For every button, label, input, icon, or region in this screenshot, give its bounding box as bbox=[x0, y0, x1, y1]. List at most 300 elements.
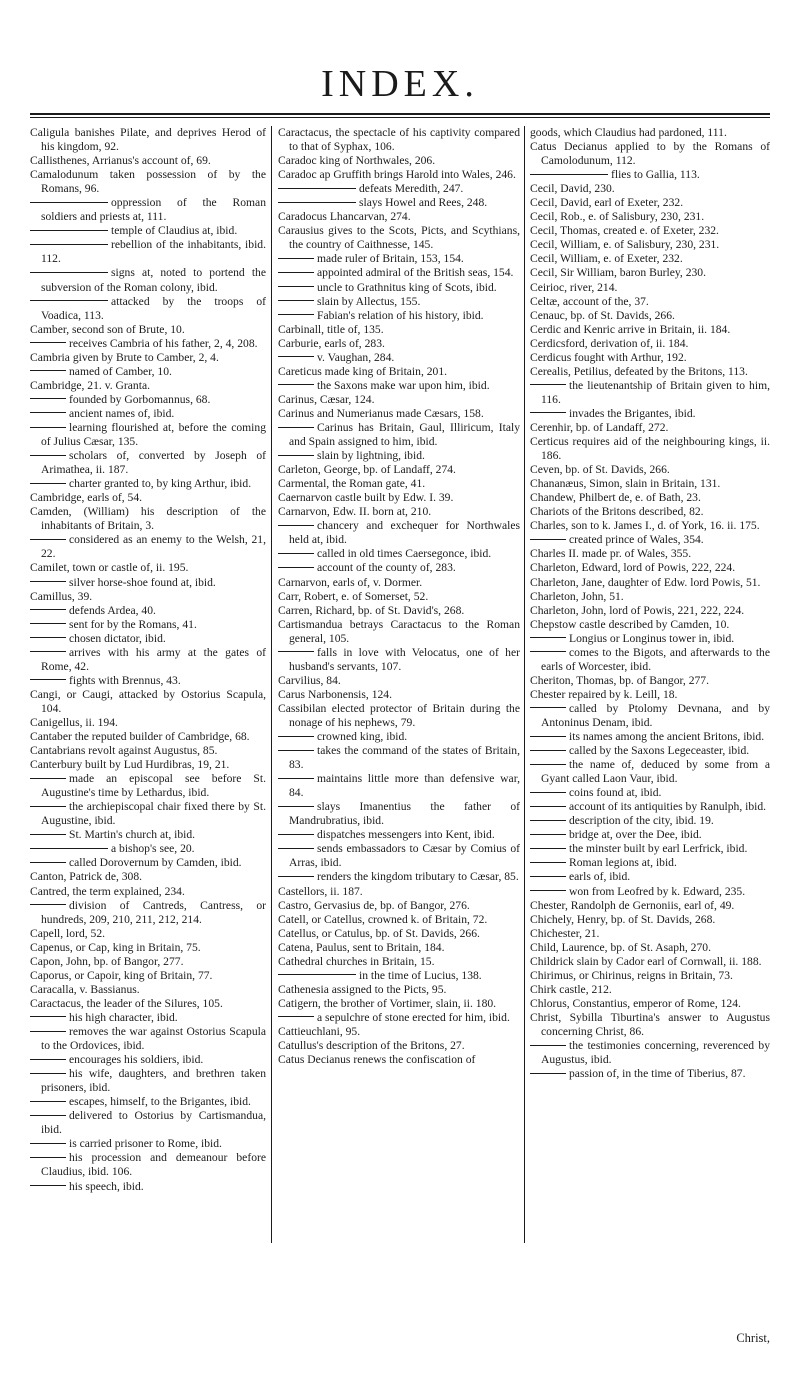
ditto-dash bbox=[278, 553, 314, 554]
index-entry-text: invades the Brigantes, ibid. bbox=[569, 406, 696, 420]
index-entry-text: Canigellus, ii. 194. bbox=[30, 715, 118, 729]
index-entry-text: considered as an enemy to the Welsh, 21, 22. bbox=[41, 533, 266, 561]
index-entry bbox=[278, 224, 520, 252]
index-entry-text: Cecil, William, e. of Salisbury, 230, 231. bbox=[530, 238, 720, 252]
ditto-dash bbox=[530, 651, 566, 652]
index-entry-text: Chichester, 21. bbox=[530, 926, 600, 940]
index-entry-text: takes the command of the states of Britain, 83. bbox=[289, 744, 520, 772]
ditto-dash bbox=[530, 890, 566, 891]
ditto-dash bbox=[530, 876, 566, 877]
index-entry-text: St. Martin's church at, ibid. bbox=[69, 828, 196, 842]
index-entry bbox=[530, 604, 770, 618]
index-entry-text: Carr, Robert, e. of Somerset, 52. bbox=[278, 589, 429, 603]
index-entry bbox=[30, 618, 266, 632]
index-entry bbox=[278, 604, 520, 618]
ditto-dash bbox=[278, 525, 314, 526]
index-entry-text: made an episcopal see before St. Augustine's time by Lethardus, ibid. bbox=[41, 772, 266, 800]
index-entry-text: Catus Decianus applied to by the Romans of Camolodunum, 112. bbox=[530, 140, 770, 168]
ditto-dash bbox=[30, 623, 66, 624]
index-entry-text: Charleton, John, 51. bbox=[530, 589, 624, 603]
index-entry bbox=[530, 1011, 770, 1039]
index-entry-text: temple of Claudius at, ibid. bbox=[111, 224, 238, 238]
index-entry-text: delivered to Ostorius by Cartismandua, ibid. bbox=[41, 1109, 266, 1137]
ditto-dash bbox=[278, 258, 314, 259]
index-entry bbox=[530, 955, 770, 969]
index-entry bbox=[530, 814, 770, 828]
ditto-dash bbox=[530, 412, 566, 413]
index-entry bbox=[278, 1039, 520, 1053]
index-entry-text: Carus Narbonensis, 124. bbox=[278, 687, 392, 701]
index-entry bbox=[30, 842, 266, 856]
index-entry bbox=[530, 618, 770, 632]
index-entry-text: Cerenhir, bp. of Landaff, 272. bbox=[530, 420, 669, 434]
index-entry bbox=[30, 477, 266, 491]
index-entry-text: Capell, lord, 52. bbox=[30, 926, 106, 940]
index-entry bbox=[530, 758, 770, 786]
index-entry-text: Carbinall, title of, 135. bbox=[278, 322, 384, 336]
index-entry bbox=[278, 519, 520, 547]
index-entry-text: slain by Allectus, 155. bbox=[317, 294, 421, 308]
ditto-dash bbox=[30, 1157, 66, 1158]
ditto-dash bbox=[530, 384, 566, 385]
ditto-dash bbox=[30, 904, 66, 905]
index-entry-text: called Dorovernum by Camden, ibid. bbox=[69, 856, 242, 870]
index-entry-text: sent for by the Romans, 41. bbox=[69, 617, 197, 631]
index-entry-text: Christ, Sybilla Tiburtina's answer to Augustus concerning Christ, 86. bbox=[530, 1010, 770, 1038]
index-entry bbox=[278, 576, 520, 590]
ditto-dash bbox=[30, 834, 66, 835]
index-entry-text: Charles, son to k. James I., d. of York, 16. ii. 175. bbox=[530, 519, 760, 533]
index-entry-text: Caradoc ap Gruffith brings Harold into Wales, 246. bbox=[278, 168, 516, 182]
ditto-dash bbox=[278, 876, 314, 877]
index-entry bbox=[530, 913, 770, 927]
index-entry bbox=[530, 899, 770, 913]
index-entry-text: the Saxons make war upon him, ibid. bbox=[317, 378, 490, 392]
index-entry bbox=[278, 463, 520, 477]
index-entry bbox=[278, 997, 520, 1011]
ditto-dash bbox=[30, 244, 108, 245]
index-entry-text: Cantaber the reputed builder of Cambridge, 68. bbox=[30, 730, 250, 744]
ditto-dash bbox=[530, 848, 566, 849]
ditto-dash bbox=[30, 300, 108, 301]
index-entry-text: Carausius gives to the Scots, Picts, and Scythians, the country of Caithnesse, 145. bbox=[278, 224, 520, 252]
index-entry-text: description of the city, ibid. 19. bbox=[569, 814, 714, 828]
index-entry bbox=[278, 1025, 520, 1039]
ditto-dash bbox=[278, 1016, 314, 1017]
index-entry-text: Chester repaired by k. Leill, 18. bbox=[530, 687, 678, 701]
index-entry-text: Chananæus, Simon, slain in Britain, 131. bbox=[530, 477, 721, 491]
index-entry bbox=[278, 955, 520, 969]
ditto-dash bbox=[30, 1143, 66, 1144]
index-entry bbox=[278, 449, 520, 463]
ditto-dash bbox=[30, 1016, 66, 1017]
index-entry bbox=[530, 1067, 770, 1081]
index-entry-text: crowned king, ibid. bbox=[317, 730, 408, 744]
index-entry-text: Fabian's relation of his history, ibid. bbox=[317, 308, 484, 322]
ditto-dash bbox=[530, 1073, 566, 1074]
index-entry-text: falls in love with Velocatus, one of her husband's servants, 107. bbox=[289, 645, 520, 673]
index-entry-text: oppression of the Roman soldiers and priests at, 111. bbox=[41, 196, 266, 224]
index-entry-text: dispatches messengers into Kent, ibid. bbox=[317, 828, 495, 842]
index-entry bbox=[278, 828, 520, 842]
page-title: INDEX. bbox=[321, 63, 479, 105]
index-entry bbox=[530, 800, 770, 814]
index-entry bbox=[278, 295, 520, 309]
index-entry bbox=[530, 210, 770, 224]
index-entry-text: Cambridge, earls of, 54. bbox=[30, 491, 143, 505]
index-entry bbox=[530, 266, 770, 280]
index-entry-text: Child, Laurence, bp. of St. Asaph, 270. bbox=[530, 940, 711, 954]
column-divider-1 bbox=[271, 126, 272, 1243]
index-entry bbox=[278, 1011, 520, 1025]
ditto-dash bbox=[30, 398, 66, 399]
ditto-dash bbox=[278, 736, 314, 737]
index-entry bbox=[30, 1011, 266, 1025]
index-entry bbox=[30, 899, 266, 927]
index-entry-text: escapes, himself, to the Brigantes, ibid. bbox=[69, 1095, 251, 1109]
ditto-dash bbox=[278, 272, 314, 273]
index-entry-text: division of Cantreds, Cantress, or hundreds, 209, 210, 211, 212, 214. bbox=[41, 898, 266, 926]
index-entry bbox=[30, 688, 266, 716]
index-entry-text: called in old times Caersegonce, ibid. bbox=[317, 547, 492, 561]
index-entry bbox=[530, 646, 770, 674]
index-entry bbox=[30, 1109, 266, 1137]
index-entry bbox=[530, 477, 770, 491]
index-entry bbox=[30, 533, 266, 561]
ditto-dash bbox=[30, 1185, 66, 1186]
ditto-dash bbox=[30, 862, 66, 863]
index-entry bbox=[278, 309, 520, 323]
ditto-dash bbox=[278, 202, 356, 203]
index-entry bbox=[530, 997, 770, 1011]
index-entry-text: called by Ptolomy Devnana, and by Antoninus Denam, ibid. bbox=[541, 701, 770, 729]
index-entry bbox=[278, 800, 520, 828]
index-entry bbox=[30, 646, 266, 674]
index-entry-text: chancery and exchequer for Northwales held at, ibid. bbox=[289, 519, 520, 547]
index-entry-text: Cecil, David, earl of Exeter, 232. bbox=[530, 196, 684, 210]
index-entry bbox=[278, 337, 520, 351]
index-entry-text: made ruler of Britain, 153, 154. bbox=[317, 252, 464, 266]
ditto-dash bbox=[30, 483, 66, 484]
ditto-dash bbox=[530, 174, 608, 175]
index-entry bbox=[30, 1067, 266, 1095]
ditto-dash bbox=[530, 792, 566, 793]
index-entry-text: Camalodunum taken possession of by the Romans, 96. bbox=[30, 168, 266, 196]
index-entry-text: ancient names of, ibid. bbox=[69, 406, 175, 420]
ditto-dash bbox=[30, 272, 108, 273]
ditto-dash bbox=[30, 679, 66, 680]
index-entry bbox=[30, 154, 266, 168]
index-entry bbox=[278, 674, 520, 688]
index-entry bbox=[278, 210, 520, 224]
ditto-dash bbox=[30, 581, 66, 582]
index-entry-text: its names among the ancient Britons, ibid. bbox=[569, 730, 765, 744]
index-entry-text: Catena, Paulus, sent to Britain, 184. bbox=[278, 940, 445, 954]
index-entry-text: Charleton, John, lord of Powis, 221, 222, 224. bbox=[530, 603, 745, 617]
index-entry-text: Charleton, Edward, lord of Powis, 222, 224. bbox=[530, 561, 736, 575]
index-entry-text: Chandew, Philbert de, e. of Bath, 23. bbox=[530, 491, 701, 505]
index-entry bbox=[530, 491, 770, 505]
index-entry-text: Chlorus, Constantius, emperor of Rome, 124. bbox=[530, 996, 741, 1010]
index-entry bbox=[30, 632, 266, 646]
index-entry bbox=[30, 955, 266, 969]
index-entry bbox=[30, 885, 266, 899]
index-entry-text: the testimonies concerning, reverenced by Augustus, ibid. bbox=[541, 1039, 770, 1067]
index-entry-text: Carinus, Cæsar, 124. bbox=[278, 392, 375, 406]
index-entry bbox=[278, 407, 520, 421]
index-entry-text: Chirimus, or Chirinus, reigns in Britain, 73. bbox=[530, 968, 733, 982]
ditto-dash bbox=[278, 974, 356, 975]
index-entry bbox=[530, 140, 770, 168]
index-entry-text: Careticus made king of Britain, 201. bbox=[278, 364, 448, 378]
index-entry-text: Celtæ, account of the, 37. bbox=[530, 294, 649, 308]
index-entry bbox=[30, 295, 266, 323]
index-entry bbox=[278, 182, 520, 196]
index-entry bbox=[30, 1137, 266, 1151]
index-entry bbox=[30, 421, 266, 449]
ditto-dash bbox=[278, 778, 314, 779]
index-entry-text: Camden, (William) his description of the inhabitants of Britain, 3. bbox=[30, 505, 266, 533]
ditto-dash bbox=[30, 412, 66, 413]
index-entry bbox=[30, 365, 266, 379]
index-entry bbox=[530, 379, 770, 407]
index-entry bbox=[278, 702, 520, 730]
index-entry-text: Catullus's description of the Britons, 27. bbox=[278, 1039, 465, 1053]
index-entry bbox=[530, 126, 770, 140]
index-entry bbox=[530, 323, 770, 337]
index-entry bbox=[278, 730, 520, 744]
index-entry bbox=[30, 238, 266, 266]
ditto-dash bbox=[30, 609, 66, 610]
ditto-dash bbox=[278, 384, 314, 385]
index-entry bbox=[530, 870, 770, 884]
index-entry-text: Castellors, ii. 187. bbox=[278, 884, 363, 898]
index-entry bbox=[30, 407, 266, 421]
index-entry bbox=[30, 393, 266, 407]
index-entry-text: Chichely, Henry, bp. of St. Davids, 268. bbox=[530, 912, 716, 926]
index-entry bbox=[30, 224, 266, 238]
index-entry bbox=[30, 772, 266, 800]
index-entry bbox=[278, 941, 520, 955]
ditto-dash bbox=[530, 820, 566, 821]
index-entry bbox=[30, 168, 266, 196]
ditto-dash bbox=[30, 1031, 66, 1032]
index-entry-text: his speech, ibid. bbox=[69, 1179, 144, 1193]
index-entry bbox=[278, 885, 520, 899]
index-entry-text: the name of, deduced by some from a Gyant called Laon Vaur, ibid. bbox=[541, 758, 770, 786]
ditto-dash bbox=[30, 778, 66, 779]
catchword: Christ, bbox=[736, 1331, 770, 1345]
ditto-dash bbox=[30, 1073, 66, 1074]
index-entry bbox=[30, 590, 266, 604]
ditto-dash bbox=[30, 1059, 66, 1060]
index-entry bbox=[30, 1053, 266, 1067]
index-entry bbox=[30, 870, 266, 884]
ditto-dash bbox=[30, 427, 66, 428]
index-entry-text: Carleton, George, bp. of Landaff, 274. bbox=[278, 463, 456, 477]
index-entry-text: Camillus, 39. bbox=[30, 589, 93, 603]
index-entry-text: scholars of, converted by Joseph of Arimathea, ii. 187. bbox=[41, 449, 266, 477]
index-entry bbox=[30, 730, 266, 744]
index-entry bbox=[530, 435, 770, 463]
index-entry bbox=[278, 927, 520, 941]
index-entry-text: v. Vaughan, 284. bbox=[317, 350, 395, 364]
index-entry bbox=[530, 941, 770, 955]
index-entry-text: Capenus, or Cap, king in Britain, 75. bbox=[30, 940, 201, 954]
index-entry-text: sends embassadors to Cæsar by Comius of Arras, ibid. bbox=[289, 842, 520, 870]
index-entry bbox=[530, 196, 770, 210]
ditto-dash bbox=[530, 736, 566, 737]
index-entry-text: is carried prisoner to Rome, ibid. bbox=[69, 1137, 222, 1151]
ditto-dash bbox=[30, 342, 66, 343]
index-entry bbox=[530, 1039, 770, 1067]
index-entry-text: Carren, Richard, bp. of St. David's, 268. bbox=[278, 603, 465, 617]
index-entry-text: his high character, ibid. bbox=[69, 1010, 178, 1024]
index-entry-text: passion of, in the time of Tiberius, 87. bbox=[569, 1067, 746, 1081]
index-entry bbox=[278, 842, 520, 870]
index-entry-text: earls of, ibid. bbox=[569, 870, 631, 884]
index-entry bbox=[278, 421, 520, 449]
index-entry-text: account of its antiquities by Ranulph, ibid. bbox=[569, 800, 767, 814]
index-entry-text: his wife, daughters, and brethren taken prisoners, ibid. bbox=[41, 1067, 266, 1095]
index-entry bbox=[278, 913, 520, 927]
index-entry bbox=[530, 519, 770, 533]
index-entry-text: in the time of Lucius, 138. bbox=[359, 968, 482, 982]
index-entry-text: Chepstow castle described by Camden, 10. bbox=[530, 617, 730, 631]
index-entry-text: Cambria given by Brute to Camber, 2, 4. bbox=[30, 350, 219, 364]
index-entry bbox=[278, 126, 520, 154]
index-entry bbox=[530, 969, 770, 983]
index-entry-text: Canton, Patrick de, 308. bbox=[30, 870, 143, 884]
index-entry bbox=[278, 870, 520, 884]
index-entry-text: renders the kingdom tributary to Cæsar, 85. bbox=[317, 870, 519, 884]
index-entry bbox=[278, 393, 520, 407]
index-entry-text: comes to the Bigots, and afterwards to the earls of Worcester, ibid. bbox=[541, 645, 770, 673]
index-entry bbox=[278, 154, 520, 168]
index-entry bbox=[530, 632, 770, 646]
index-entry-text: encourages his soldiers, ibid. bbox=[69, 1053, 204, 1067]
index-entry bbox=[30, 491, 266, 505]
index-entry-text: Chariots of the Britons described, 82. bbox=[530, 505, 704, 519]
index-entry bbox=[278, 983, 520, 997]
index-entry-text: Caractacus, the leader of the Silures, 105. bbox=[30, 996, 223, 1010]
index-entry-text: defends Ardea, 40. bbox=[69, 603, 156, 617]
index-entry bbox=[30, 674, 266, 688]
index-entry bbox=[278, 646, 520, 674]
ditto-dash bbox=[30, 370, 66, 371]
ditto-dash bbox=[30, 230, 108, 231]
index-entry-text: Ceirioc, river, 214. bbox=[530, 280, 618, 294]
index-entry-text: Cassibilan elected protector of Britain during the nonage of his nephews, 79. bbox=[278, 701, 520, 729]
index-entry-text: Cecil, Rob., e. of Salisbury, 230, 231. bbox=[530, 210, 705, 224]
ditto-dash bbox=[530, 707, 566, 708]
index-entry-text: Roman legions at, ibid. bbox=[569, 856, 677, 870]
index-entry bbox=[530, 337, 770, 351]
index-entry bbox=[530, 182, 770, 196]
ditto-dash bbox=[278, 427, 314, 428]
index-entry-text: Cecil, Sir William, baron Burley, 230. bbox=[530, 266, 706, 280]
index-entry-text: Cantred, the term explained, 234. bbox=[30, 884, 185, 898]
index-entry-text: removes the war against Ostorius Scapula to the Ordovices, ibid. bbox=[41, 1025, 266, 1053]
ditto-dash bbox=[30, 539, 66, 540]
index-entry bbox=[30, 969, 266, 983]
index-entry-text: Cecil, Thomas, created e. of Exeter, 232. bbox=[530, 224, 719, 238]
index-entry-text: Carinus has Britain, Gaul, Illiricum, Italy and Spain assigned to him, ibid. bbox=[289, 420, 520, 449]
index-entry bbox=[30, 266, 266, 294]
index-entry bbox=[278, 491, 520, 505]
index-entry bbox=[30, 337, 266, 351]
index-entry bbox=[30, 1095, 266, 1109]
ditto-dash bbox=[530, 539, 566, 540]
index-entry-text: Cerdicus fought with Arthur, 192. bbox=[530, 350, 687, 364]
index-entry-text: Charleton, Jane, daughter of Edw. lord Powis, 51. bbox=[530, 575, 761, 589]
index-entry-text: Certicus requires aid of the neighbouring kings, ii. 186. bbox=[530, 435, 770, 463]
ditto-dash bbox=[278, 567, 314, 568]
index-entry bbox=[530, 983, 770, 997]
index-entry bbox=[530, 842, 770, 856]
index-entry-text: Longius or Longinus tower in, ibid. bbox=[569, 631, 735, 645]
index-entry-text: flies to Gallia, 113. bbox=[611, 168, 700, 182]
index-entry-text: won from Leofred by k. Edward, 235. bbox=[569, 884, 746, 898]
index-entry-text: uncle to Grathnitus king of Scots, ibid. bbox=[317, 280, 497, 294]
index-entry-text: rebellion of the inhabitants, ibid. 112. bbox=[41, 238, 266, 266]
index-entry bbox=[278, 590, 520, 604]
index-entry-text: Caractacus, the spectacle of his captivity compared to that of Syphax, 106. bbox=[278, 126, 520, 154]
index-entry bbox=[530, 688, 770, 702]
index-entry-text: receives Cambria of his father, 2, 4, 208. bbox=[69, 336, 258, 350]
index-entry-text: called by the Saxons Legeceaster, ibid. bbox=[569, 744, 750, 758]
index-entry-text: Cerealis, Petilius, defeated by the Britons, 113. bbox=[530, 364, 748, 378]
index-entry bbox=[30, 196, 266, 224]
index-entry-text: Charles II. made pr. of Wales, 355. bbox=[530, 547, 692, 561]
index-entry bbox=[278, 477, 520, 491]
index-entry-text: a bishop's see, 20. bbox=[111, 842, 195, 856]
index-entry bbox=[530, 281, 770, 295]
index-entry bbox=[278, 266, 520, 280]
index-entry bbox=[30, 983, 266, 997]
index-entry bbox=[530, 309, 770, 323]
index-entry-text: signs at, noted to portend the subversion of the Roman colony, ibid. bbox=[41, 266, 266, 294]
ditto-dash bbox=[278, 300, 314, 301]
index-entry bbox=[30, 351, 266, 365]
index-entry-text: a sepulchre of stone erected for him, ibid. bbox=[317, 1010, 510, 1024]
index-entry-text: founded by Gorbomannus, 68. bbox=[69, 392, 211, 406]
index-entry bbox=[278, 168, 520, 182]
ditto-dash bbox=[30, 202, 108, 203]
index-entry bbox=[30, 126, 266, 154]
index-entry-text: Canterbury built by Lud Hurdibras, 19, 21. bbox=[30, 758, 230, 772]
ditto-dash bbox=[278, 750, 314, 751]
ditto-dash bbox=[30, 455, 66, 456]
index-entry-text: Ceven, bp. of St. Davids, 266. bbox=[530, 463, 670, 477]
index-entry-text: account of the county of, 283. bbox=[317, 561, 456, 575]
index-entry-text: Caporus, or Capoir, king of Britain, 77. bbox=[30, 968, 213, 982]
index-entry bbox=[278, 969, 520, 983]
ditto-dash bbox=[530, 750, 566, 751]
index-entry bbox=[530, 927, 770, 941]
ditto-dash bbox=[530, 1045, 566, 1046]
index-entry-text: Cathedral churches in Britain, 15. bbox=[278, 954, 435, 968]
index-entry-text: Cathenesia assigned to the Picts, 95. bbox=[278, 982, 447, 996]
index-entry-text: Caligula banishes Pilate, and deprives Herod of his kingdom, 92. bbox=[30, 126, 266, 154]
index-entry-text: slain by lightning, ibid. bbox=[317, 449, 425, 463]
ditto-dash bbox=[278, 848, 314, 849]
index-entry-text: Cambridge, 21. v. Granta. bbox=[30, 378, 150, 392]
index-entry-text: his procession and demeanour before Claudius, ibid. 106. bbox=[41, 1151, 266, 1179]
ditto-dash bbox=[278, 314, 314, 315]
index-entry bbox=[30, 1151, 266, 1179]
index-entry bbox=[530, 702, 770, 730]
